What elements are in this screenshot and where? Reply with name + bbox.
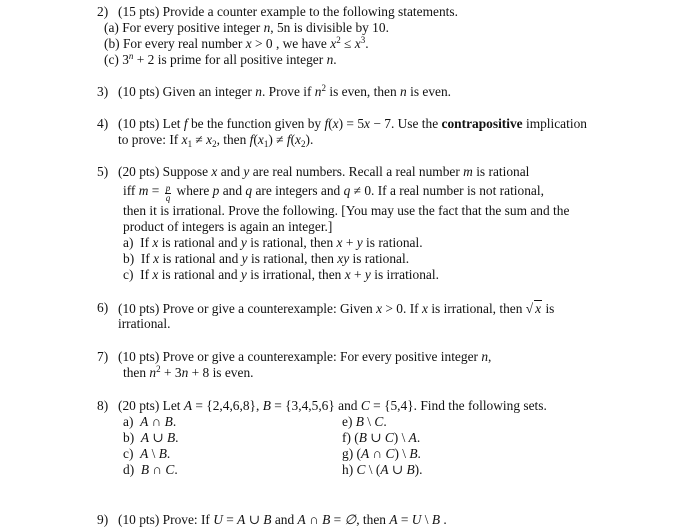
question-number: 2) <box>97 4 109 19</box>
question-number: 6) <box>97 300 109 315</box>
question-text: (15 pts) Provide a counter example to the following statements. <box>118 4 458 19</box>
question-text: (10 pts) Prove or give a counterexample: For every positive integer n, <box>118 349 492 364</box>
q8-part-e: e) B \ C. <box>342 414 387 429</box>
question-text: (20 pts) Suppose x and y are real numbers. Recall a real number m is rational <box>118 164 530 179</box>
question-number: 5) <box>97 164 109 179</box>
question-text: (10 pts) Let f be the function given by f(x) = 5x − 7. Use the contrapositive implication <box>118 116 587 131</box>
q8-part-f: f) (B ∪ C) \ A. <box>342 430 421 445</box>
q8-part-g: g) (A ∩ C) \ B. <box>342 446 421 461</box>
q8-part-a: a) A ∩ B. <box>123 414 177 429</box>
question-number: 3) <box>97 84 109 99</box>
q2-part-b: (b) For every real number x > 0 , we have $x^2 \le x^3$. <box>104 35 369 51</box>
question-number: 7) <box>97 349 109 364</box>
q7-line-2: then $n^2 + 3n + 8$ is even. <box>123 364 254 380</box>
q5-part-b: b) If x is rational and y is rational, then xy is rational. <box>123 251 410 266</box>
q5-part-a: a) If x is rational and y is rational, then x + y is rational. <box>123 235 423 250</box>
question-text: (10 pts) Prove: If U = A ∪ B and A ∩ B = ∅, then A = U \ B . <box>118 512 447 527</box>
q8-part-h: h) C \ (A ∪ B). <box>342 462 423 477</box>
q8-part-d: d) B ∩ C. <box>123 462 178 477</box>
question-number: 9) <box>97 512 109 527</box>
question-text: (20 pts) Let A = {2,4,6,8}, B = {3,4,5,6} and C = {5,4}. Find the following sets. <box>118 398 547 413</box>
q5-part-c: c) If x is rational and y is irrational, then x + y is irrational. <box>123 267 439 282</box>
q5-line-4: product of integers is again an integer.] <box>123 219 333 234</box>
question-number: 8) <box>97 398 109 413</box>
question-text: (10 pts) Prove or give a counterexample: Given x > 0. If x is irrational, then √ x is <box>118 301 555 316</box>
q8-part-b: b) A ∪ B. <box>123 430 179 445</box>
q4-line-2: to prove: If $x_1 \ne x_2$, then $f(x_1) \ne f(x_2)$. <box>118 132 314 149</box>
q5-line-3: then it is irrational. Prove the following. [You may use the fact that the sum and the <box>123 203 570 218</box>
question-number: 4) <box>97 116 109 131</box>
q6-line-2: irrational. <box>118 316 171 331</box>
q8-part-c: c) A \ B. <box>123 446 171 461</box>
q2-part-a: (a) For every positive integer n, 5n is divisible by 10. <box>104 20 389 35</box>
q5-line-2: iff m = $\frac{p}{q}$ where p and q are integers and q ≠ 0. If a real number is not rational, <box>123 183 544 203</box>
question-text: (10 pts) Given an integer n. Prove if $n^2$ is even, then n is even. <box>118 83 451 99</box>
q2-part-c: (c) $3^n + 2$ is prime for all positive integer n. <box>104 51 337 67</box>
